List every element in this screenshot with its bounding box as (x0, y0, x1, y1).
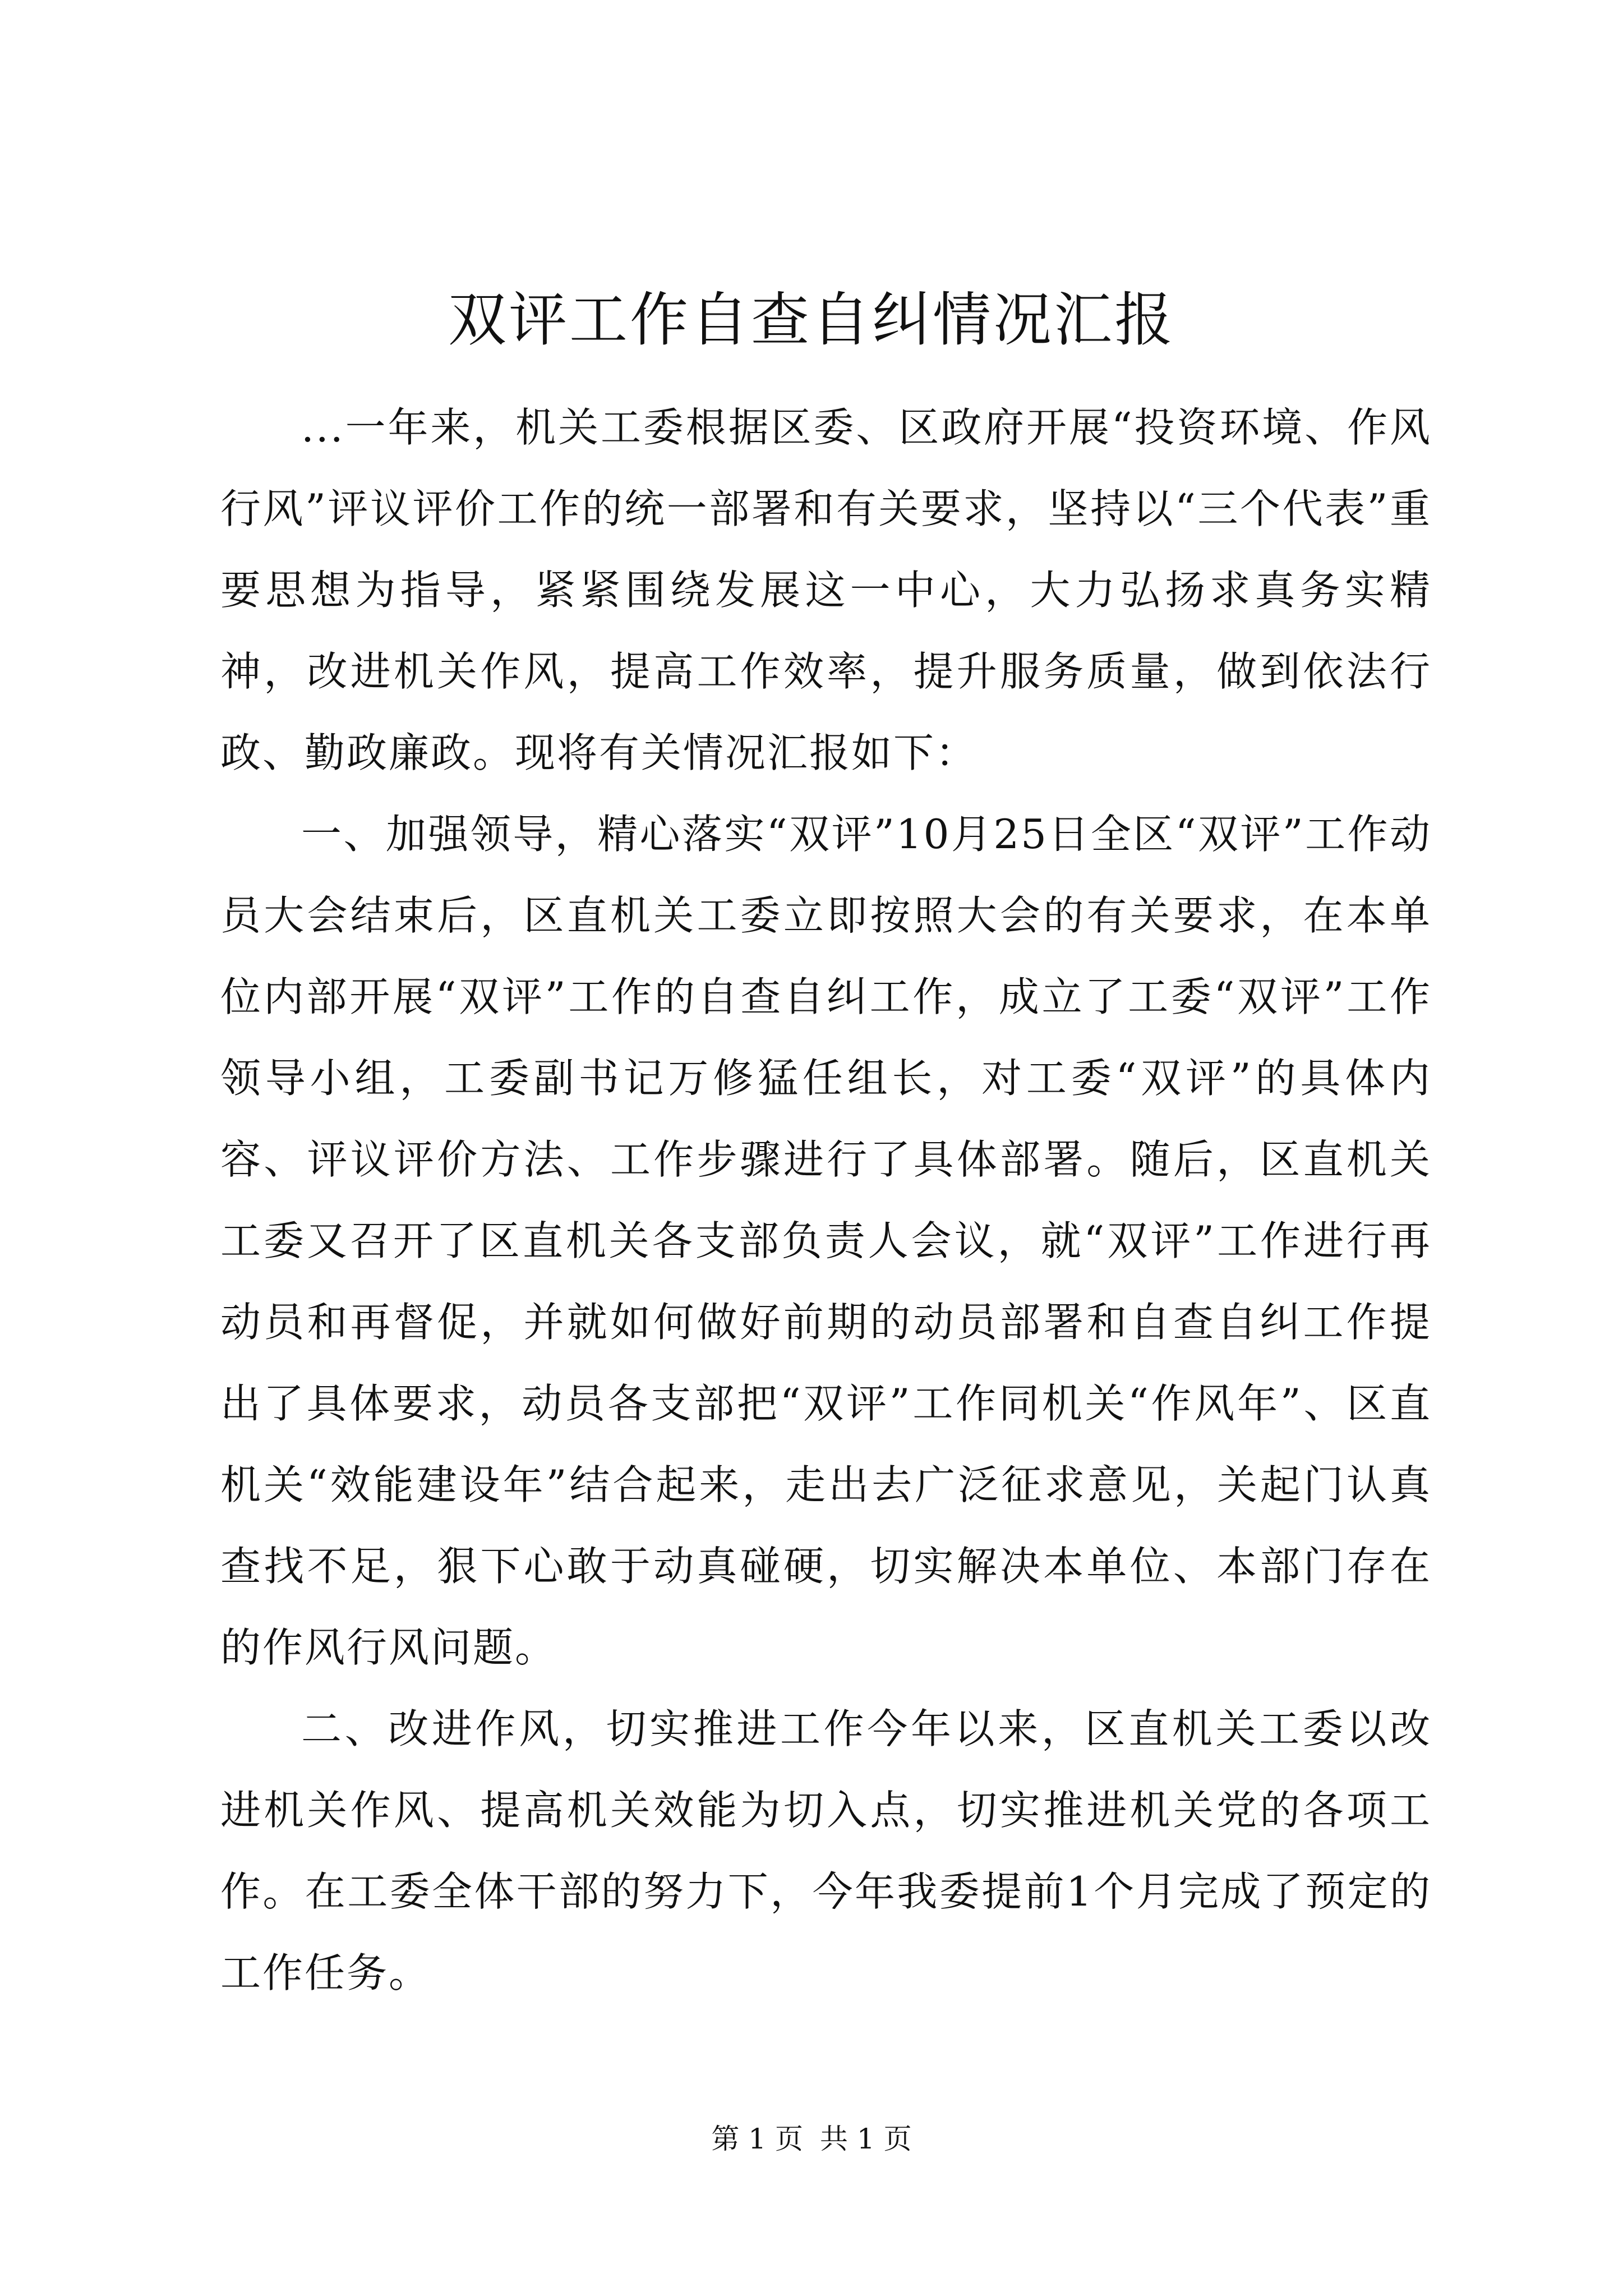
page-number: 第 1 页 (711, 2123, 803, 2155)
document-body (220, 387, 1432, 2014)
paragraph-section-two: 二、改进作风，切实推进工作今年以来，区直机关工委以改进机关作风、提高机关效能为切入点，切实推进机关党的各项工作。在工委全体干部的努力下，今年我委提前1个月完成了预定的工作任务。 (220, 1705, 1432, 1996)
page-footer (0, 2119, 1623, 2159)
paragraph-section-one: 一、加强领导，精心落实“双评”10月25日全区“双评”工作动员大会结束后，区直机关工委立即按照大会的有关要求，在本单位内部开展“双评”工作的自查自纠工作，成立了工委“双评”工作领导小组，工委副书记万修猛任组长，对工委“双评”的具体内容、评议评价方法、工作步骤进行了具体部署。随后，区直机关工委又召开了区直机关各支部负责人会议，就“双评”工作进行再动员和再督促，并就如何做好前期的动员部署和自查自纠工作提出了具体要求，动员各支部把“双评”工作同机关“作风年”、区直机关“效能建设年”结合起来，走出去广泛征求意见，关起门认真查找不足，狠下心敢于动真碰硬，切实解决本单位、本部门存在的作风行风问题。 (220, 811, 1432, 1671)
document-title: 双评工作自查自纠情况汇报 (448, 286, 1175, 354)
paragraph-intro: ...一年来，机关工委根据区委、区政府开展“投资环境、作风行风”评议评价工作的统一部署和有关要求，坚持以“三个代表”重要思想为指导，紧紧围绕发展这一中心，大力弘扬求真务实精神，改进机关作风，提高工作效率，提升服务质量，做到依法行政、勤政廉政。现将有关情况汇报如下： (220, 404, 1432, 776)
page-total: 共 1 页 (820, 2123, 912, 2155)
